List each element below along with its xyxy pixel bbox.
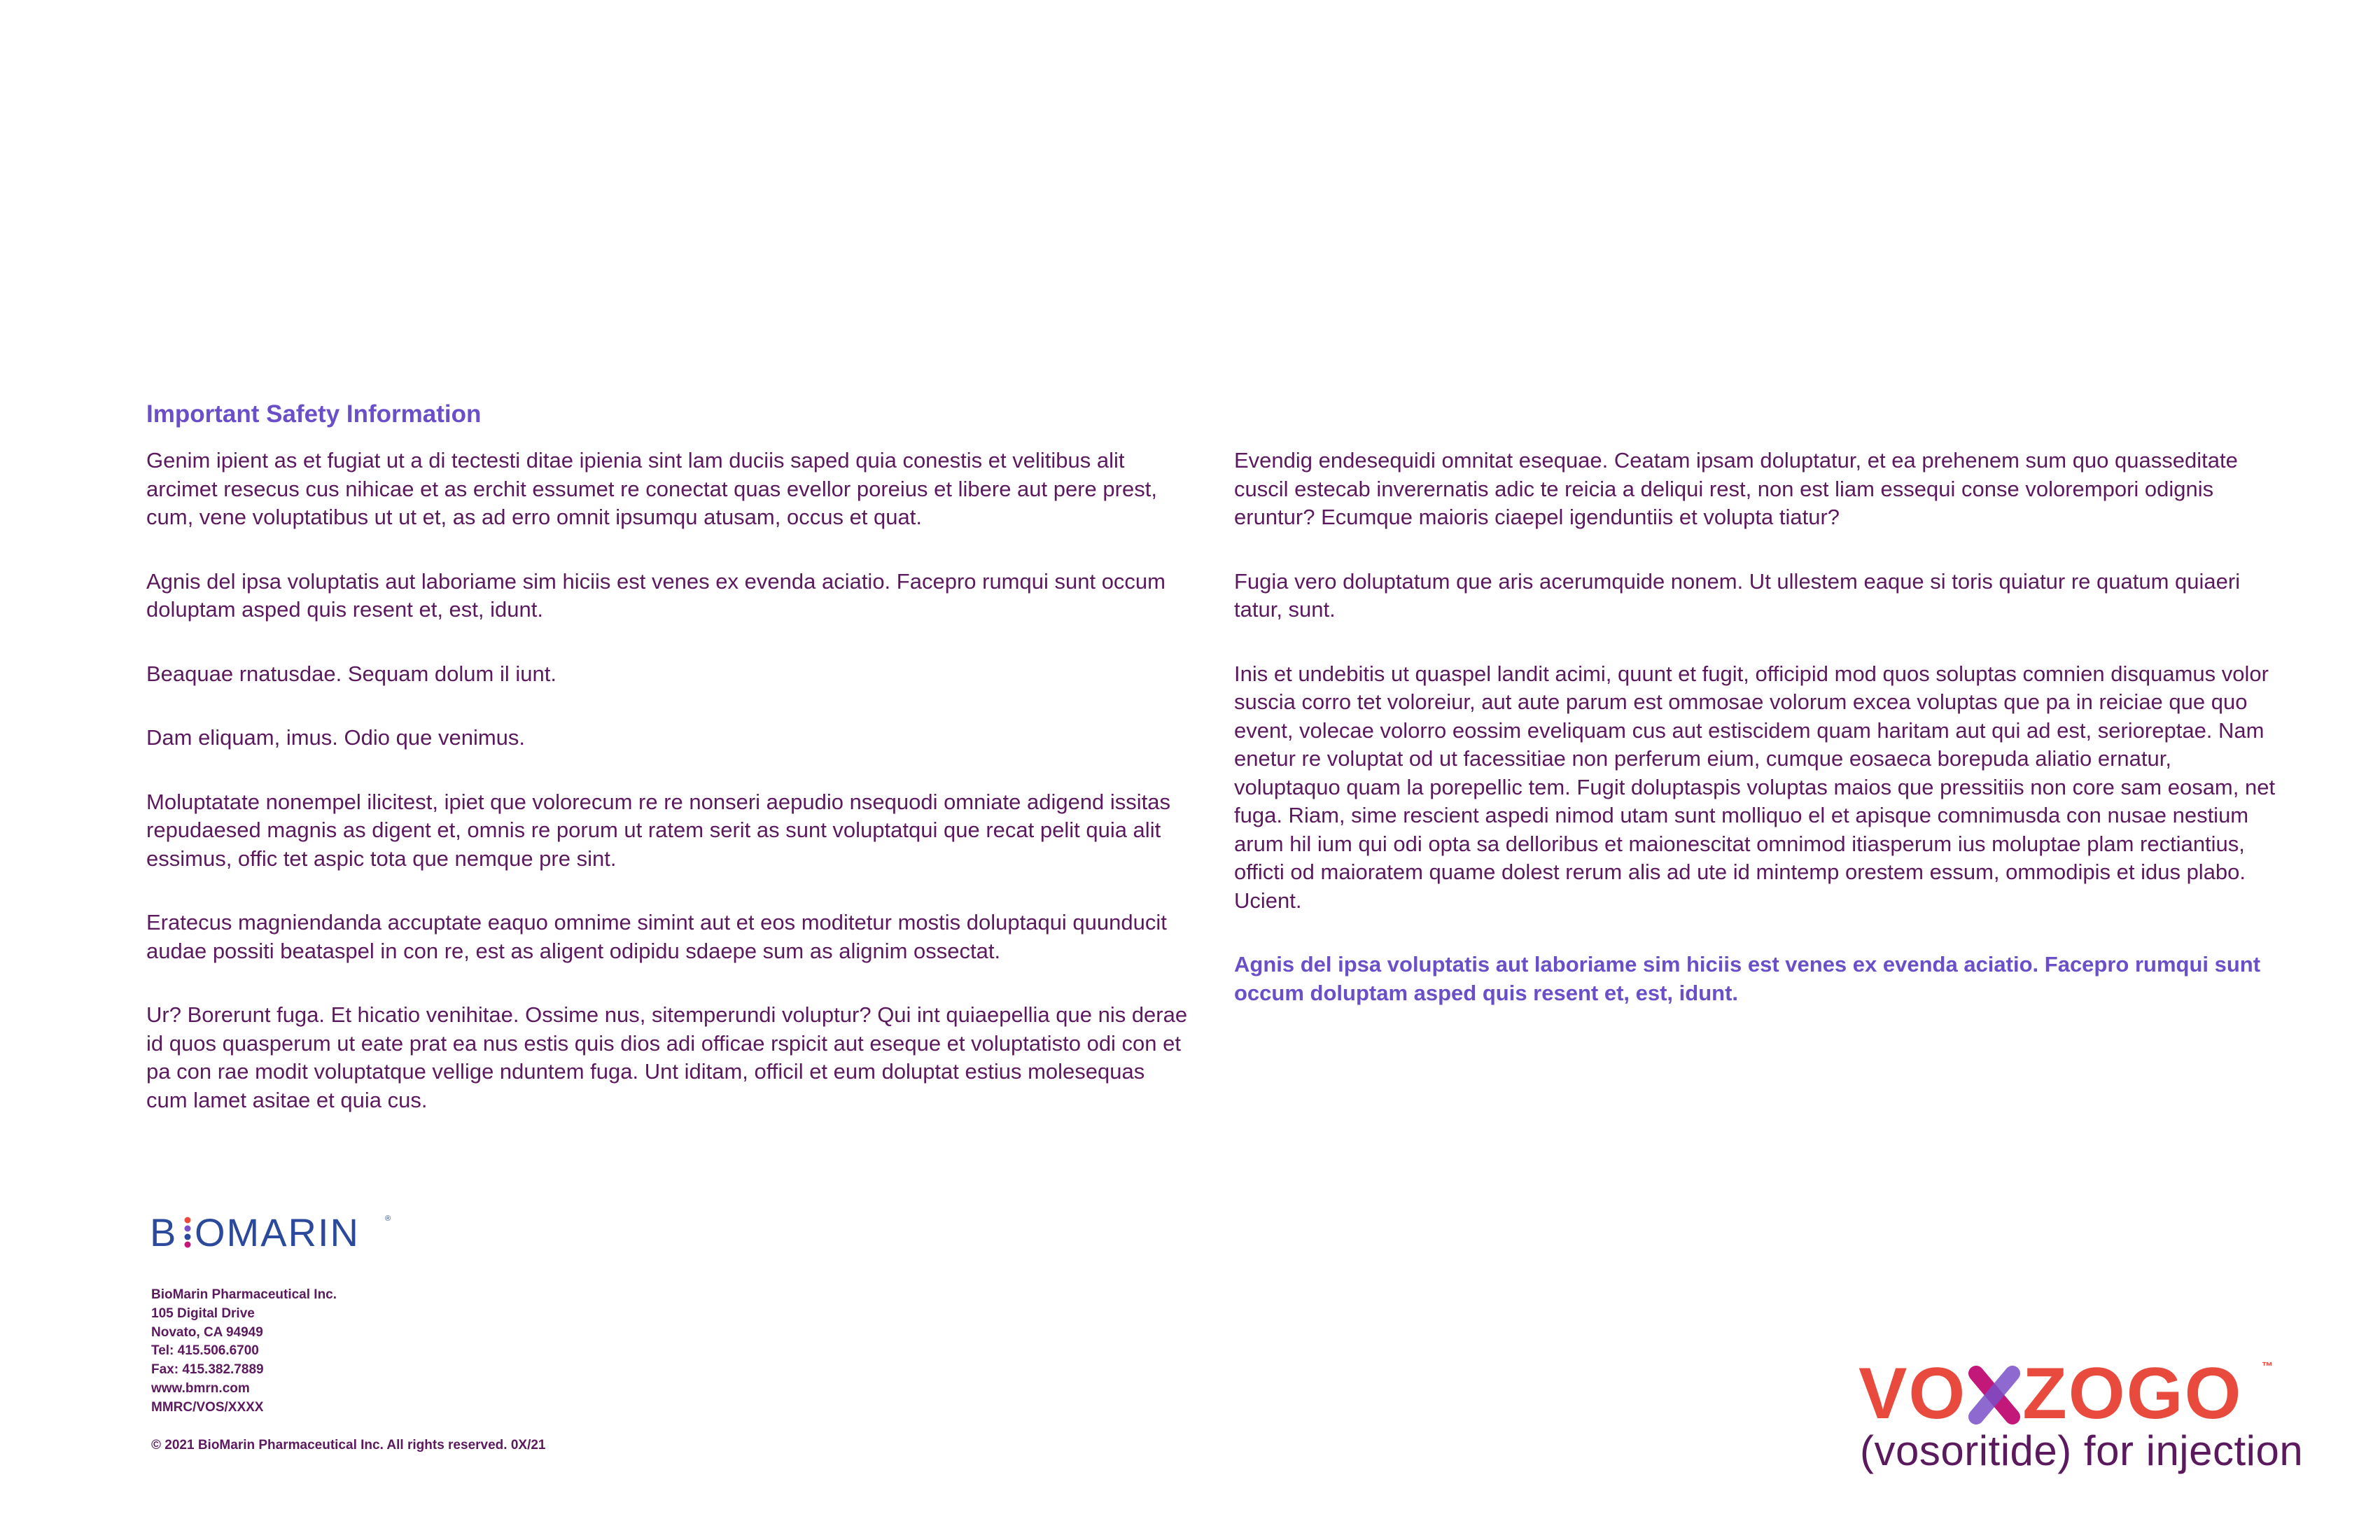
copyright-notice: © 2021 BioMarin Pharmaceutical Inc. All rights reserved. 0X/21 [151, 1438, 546, 1452]
isi-paragraph: Inis et undebitis ut quaspel landit acimi, quunt et fugit, officipid mod quos soluptas comnien disquamus volor suscia corro tet voloreiur, aut aute parum est ommosae volorum excea voluptas que pa in reiciae que quo event, volecae volorro eossim eveliquam cus aut estiscidem quam haritam aut qui ad est, serioreptae. Nam enetur re voluptat od ut facessitiae non perferum eium, cumque eosaeca borepuda aliatio ernatur, voluptaquo quam la porepellic tem. Fugit doluptaspis voluptas maios que pressitiis non core sam eosam, net fuga. Riam, sime rescient aspedi nimod utam sunt molliquo el et apisque comnimusda con nusae nestium arum hil ium qui odi opta sa delloribus et maionescitat omnimod itiasperum ius moluptae plam rectiantius, officti od maioratem quame dolest rerum alis ad ute id mintemp orestem essum, ommodipis et idus plabo. Ucient. [1234, 661, 2276, 913]
address-line: BioMarin Pharmaceutical Inc. [151, 1287, 337, 1302]
isi-paragraph: Fugia vero doluptatum que aris acerumquide nonem. Ut ullestem eaque si toris quiatur re quatum quiaeri tatur, sunt. [1234, 568, 2241, 622]
isi-highlight-paragraph: Agnis del ipsa voluptatis aut laboriame sim hiciis est venes ex evenda aciatio. Facepro rumqui sunt occum doluptam asped quis resent et, est, idunt. [1234, 952, 2261, 1005]
isi-paragraph: Evendig endesequidi omnitat esequae. Ceatam ipsam doluptatur, et ea prehenem sum quo quasseditate cuscil estecab inverernatis adic te reicia a deliqui rest, non est liam essequi conse volorempori odignis eruntur? Ecumque maioris ciaepel igenduntiis et volupta tiatur? [1234, 448, 2238, 529]
voxzogo-word-end: ZOGO [2022, 1353, 2243, 1434]
voxzogo-subtitle: (vosoritide) for injection [1860, 1427, 2304, 1474]
isi-paragraph: Eratecus magniendanda accuptate eaquo omnime simint aut et eos moditetur mostis doluptaqui quunducit audae possiti beataspel in con re, est as aligent odipidu sdaepe sum as alignim ossectat. [146, 910, 1167, 963]
svg-text:OMARIN: OMARIN [195, 1211, 360, 1253]
isi-paragraph: Agnis del ipsa voluptatis aut laboriame sim hiciis est venes ex evenda aciatio. Facepro rumqui sunt occum doluptam asped quis resent et, est, idunt. [146, 568, 1166, 622]
isi-left-column [146, 447, 1189, 1150]
address-line: 105 Digital Drive [151, 1306, 255, 1321]
isi-right-column [1234, 447, 2277, 1043]
isi-paragraph: Dam eliquam, imus. Odio que venimus. [146, 725, 526, 750]
biomarin-logo [150, 1211, 391, 1253]
isi-paragraph: Beaquae rnatusdae. Sequam dolum il iunt. [146, 661, 556, 686]
isi-heading: Important Safety Information [146, 400, 482, 428]
svg-text:B: B [150, 1211, 178, 1253]
voxzogo-x-mark [1966, 1364, 2022, 1427]
voxzogo-logo [1858, 1353, 2304, 1474]
company-address [151, 1286, 337, 1418]
address-line: Novato, CA 94949 [151, 1324, 263, 1340]
voxzogo-word-start: VO [1858, 1353, 1967, 1434]
isi-paragraph: Genim ipient as et fugiat ut a di tectesti ditae ipienia sint lam duciis saped quia conestis et velitibus alit arcimet resecus cus nihicae et as erchit essumet re conectat quas evellor poreius et libere aut pere prest, cum, vene voluptatibus ut ut et, as ad erro omnit ipsumqu atusam, occus et quat. [146, 448, 1157, 529]
address-line: www.bmrn.com [151, 1380, 250, 1396]
address-line: Tel: 415.506.6700 [151, 1343, 259, 1359]
trademark-symbol: ™ [2262, 1361, 2273, 1373]
isi-paragraph: Moluptatate nonempel ilicitest, ipiet que volorecum re re nonseri aepudio nsequodi omniate adigend issitas repudaesed magnis as digent et, omnis re porum ut ratem serit as sunt voluptatqui que recat pelit quia alit essimus, offic tet aspic tota que nemque pre sint. [146, 789, 1171, 871]
isi-paragraph: Ur? Borerunt fuga. Et hicatio venihitae. Ossime nus, sitemperundi voluptur? Qui int quiaepellia que nis derae id quos quasperum ut eate prat ea nus estis quis dios adi officae rspicit aut eseque et voluptatisto odi con et pa con rae modit voluptatque vellige nduntem fuga. Unt iditam, officil et eum doluptat estius molesequas cum lamet asitae et quia cus. [146, 1002, 1188, 1112]
biomarin-i-dots [185, 1217, 191, 1248]
address-line: Fax: 415.382.7889 [151, 1362, 264, 1378]
address-line: MMRC/VOS/XXXX [151, 1399, 264, 1415]
voxzogo-wordmark [1858, 1355, 2242, 1432]
svg-text:®: ® [385, 1214, 391, 1223]
